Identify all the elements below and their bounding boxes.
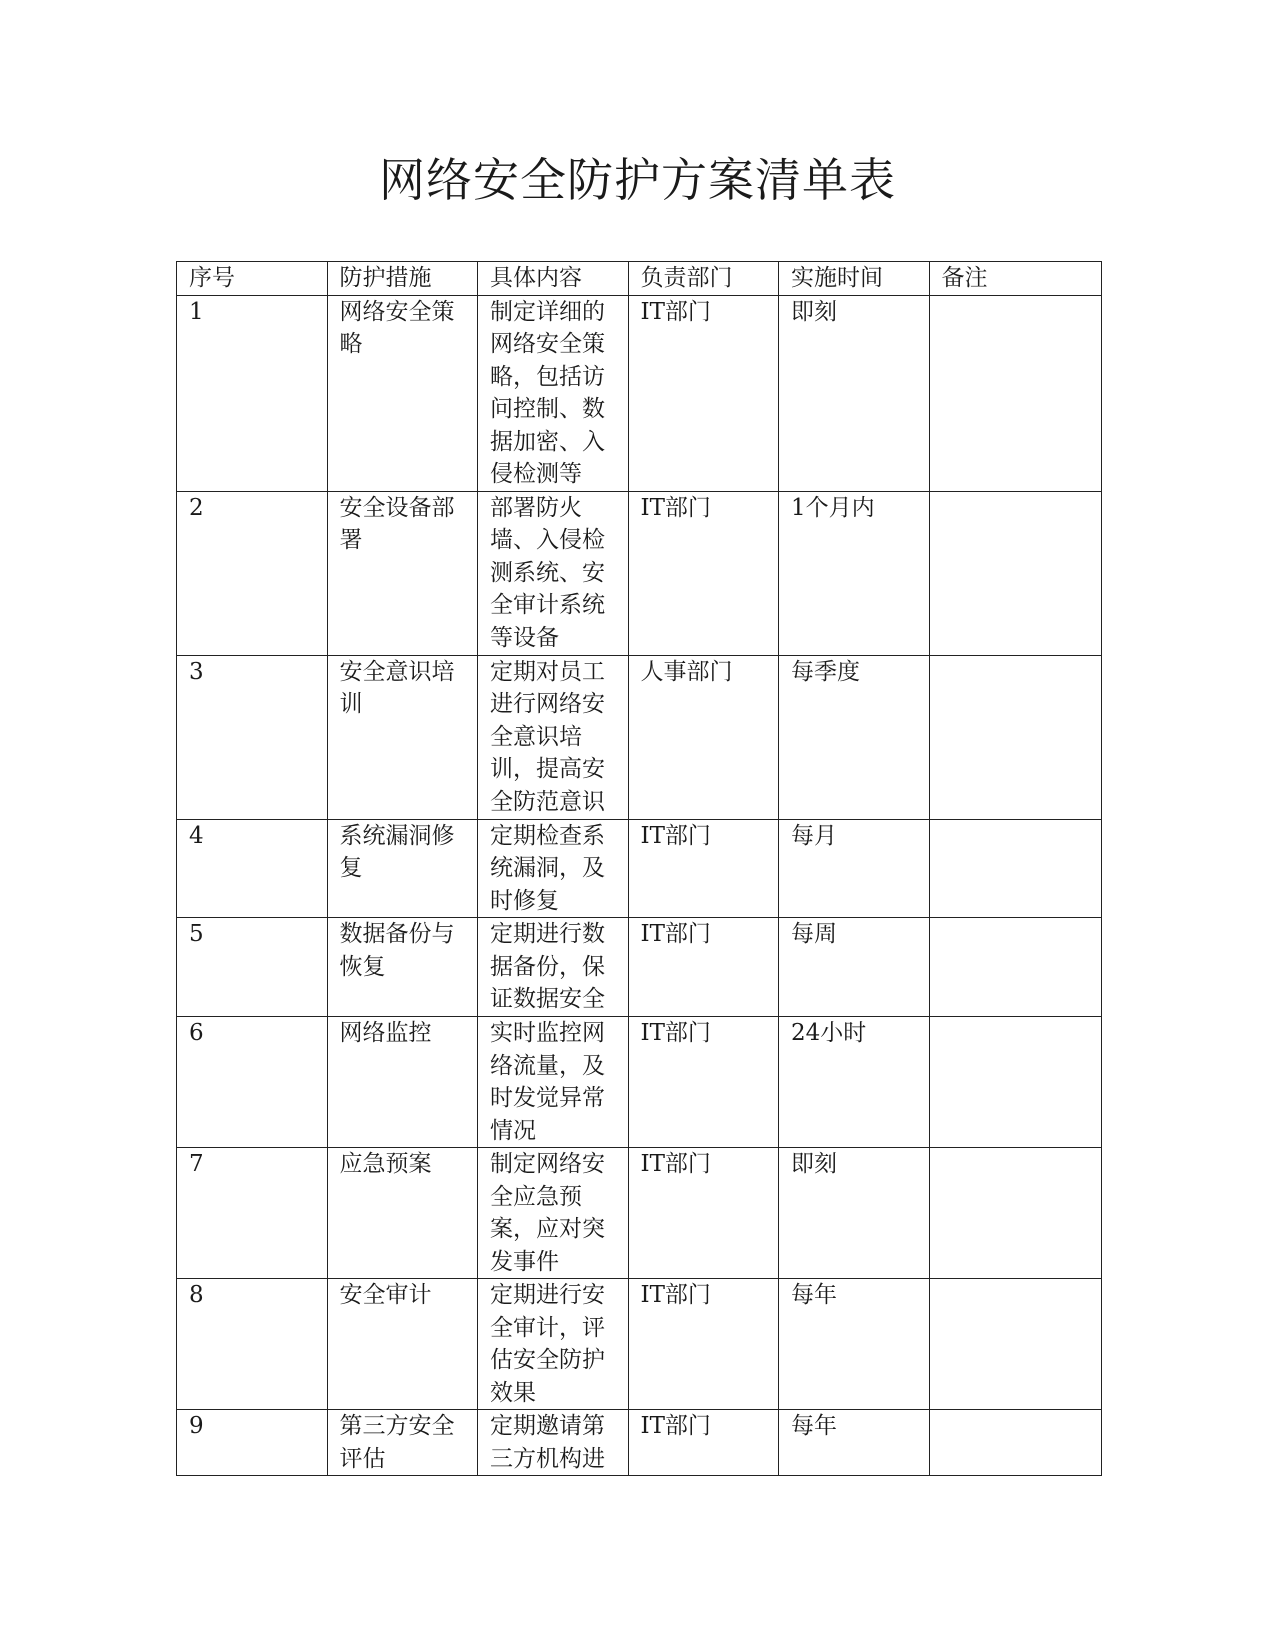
cell-remark [929, 918, 1102, 1017]
cell-measure: 系统漏洞修复 [327, 819, 478, 918]
cell-time: 每周 [779, 918, 930, 1017]
security-plan-table [176, 261, 1102, 1476]
cell-dept: IT部门 [628, 1279, 779, 1410]
cell-measure: 安全设备部署 [327, 491, 478, 655]
cell-dept: IT部门 [628, 1017, 779, 1148]
cell-content: 定期进行数据备份，保证数据安全 [478, 918, 629, 1017]
cell-remark [929, 491, 1102, 655]
cell-content: 部署防火墙、入侵检测系统、安全审计系统等设备 [478, 491, 629, 655]
cell-dept: IT部门 [628, 295, 779, 491]
cell-remark [929, 1410, 1102, 1476]
cell-content: 定期对员工进行网络安全意识培训，提高安全防范意识 [478, 655, 629, 819]
cell-no: 1 [177, 295, 328, 491]
cell-content: 制定网络安全应急预案，应对突发事件 [478, 1148, 629, 1279]
cell-dept: IT部门 [628, 1410, 779, 1476]
cell-content: 实时监控网络流量，及时发觉异常情况 [478, 1017, 629, 1148]
cell-no: 7 [177, 1148, 328, 1279]
cell-no: 3 [177, 655, 328, 819]
header-time: 实施时间 [779, 262, 930, 296]
cell-measure: 网络安全策略 [327, 295, 478, 491]
table-row [177, 1410, 1102, 1476]
cell-measure: 第三方安全评估 [327, 1410, 478, 1476]
cell-remark [929, 295, 1102, 491]
table-header-row [177, 262, 1102, 296]
cell-content: 定期进行安全审计，评估安全防护效果 [478, 1279, 629, 1410]
header-dept: 负责部门 [628, 262, 779, 296]
header-remark: 备注 [929, 262, 1102, 296]
header-content: 具体内容 [478, 262, 629, 296]
cell-remark [929, 1279, 1102, 1410]
cell-measure: 应急预案 [327, 1148, 478, 1279]
cell-content: 定期检查系统漏洞，及时修复 [478, 819, 629, 918]
header-measure: 防护措施 [327, 262, 478, 296]
cell-time: 即刻 [779, 295, 930, 491]
cell-measure: 网络监控 [327, 1017, 478, 1148]
cell-measure: 数据备份与恢复 [327, 918, 478, 1017]
table-row [177, 1279, 1102, 1410]
cell-time: 每年 [779, 1279, 930, 1410]
cell-dept: 人事部门 [628, 655, 779, 819]
cell-measure: 安全审计 [327, 1279, 478, 1410]
cell-content: 定期邀请第三方机构进 [478, 1410, 629, 1476]
cell-remark [929, 1148, 1102, 1279]
cell-time: 即刻 [779, 1148, 930, 1279]
cell-dept: IT部门 [628, 819, 779, 918]
table-row [177, 491, 1102, 655]
cell-measure: 安全意识培训 [327, 655, 478, 819]
cell-content: 制定详细的网络安全策略，包括访问控制、数据加密、入侵检测等 [478, 295, 629, 491]
table-row [177, 819, 1102, 918]
cell-no: 9 [177, 1410, 328, 1476]
table-row [177, 1148, 1102, 1279]
page-title: 网络安全防护方案清单表 [379, 153, 896, 207]
cell-no: 6 [177, 1017, 328, 1148]
cell-no: 4 [177, 819, 328, 918]
cell-no: 2 [177, 491, 328, 655]
cell-time: 每月 [779, 819, 930, 918]
cell-remark [929, 1017, 1102, 1148]
cell-dept: IT部门 [628, 491, 779, 655]
cell-time: 24小时 [779, 1017, 930, 1148]
cell-dept: IT部门 [628, 918, 779, 1017]
cell-time: 每年 [779, 1410, 930, 1476]
table-row [177, 295, 1102, 491]
table-row [177, 1017, 1102, 1148]
header-no: 序号 [177, 262, 328, 296]
cell-time: 1个月内 [779, 491, 930, 655]
table-row [177, 918, 1102, 1017]
cell-dept: IT部门 [628, 1148, 779, 1279]
cell-time: 每季度 [779, 655, 930, 819]
cell-remark [929, 819, 1102, 918]
cell-no: 8 [177, 1279, 328, 1410]
cell-remark [929, 655, 1102, 819]
table-row [177, 655, 1102, 819]
cell-no: 5 [177, 918, 328, 1017]
